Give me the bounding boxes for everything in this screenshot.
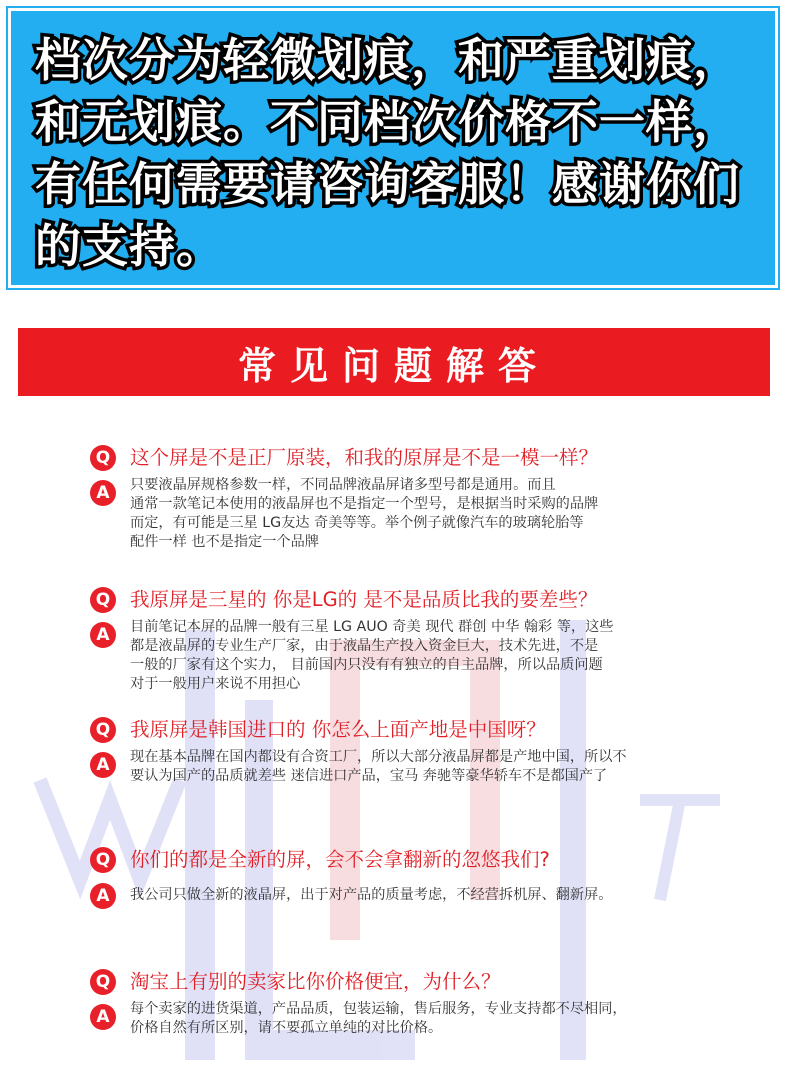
question-badge: Q	[90, 847, 116, 873]
notice-line-1: 档次分为轻微划痕，和严重划痕，	[35, 33, 740, 87]
faq-header	[18, 328, 770, 396]
faq-item-2	[90, 586, 780, 694]
answer-badge: A	[90, 1004, 116, 1030]
answer-row	[90, 1000, 780, 1038]
answer-row	[90, 618, 780, 694]
answer-line: 每个卖家的进货渠道，产品品质，包装运输，售后服务，专业支持都不尽相同，	[130, 1001, 627, 1017]
answer-line: 一般的厂家有这个实力， 目前国内只没有有独立的自主品牌，所以品质问题	[130, 657, 603, 673]
question-badge: Q	[90, 969, 116, 995]
answer-line: 对于一般用户来说不用担心	[130, 676, 301, 692]
question-text: 这个屏是不是正厂原装，和我的原屏是不是一模一样？	[130, 446, 599, 469]
answer-line: 现在基本品牌在国内都设有合资工厂，所以大部分液晶屏都是产地中国，所以不	[130, 749, 627, 765]
notice-line-4: 的支持。	[35, 219, 223, 273]
notice-banner	[0, 0, 790, 300]
answer-line: 价格自然有所区别，请不要孤立单纯的对比价格。	[130, 1020, 443, 1036]
answer-line: 通常一款笔记本使用的液晶屏也不是指定一个型号，是根据当时采购的品牌	[130, 496, 599, 512]
answer-line: 而定，有可能是三星 LG友达 奇美等等。举个例子就像汽车的玻璃轮胎等	[130, 515, 584, 531]
faq-item-5	[90, 968, 780, 1038]
question-row	[90, 586, 780, 618]
question-text: 我原屏是三星的 你是LG的 是不是品质比我的要差些？	[130, 588, 598, 611]
answer-line: 目前笔记本屏的品牌一般有三星 LG AUO 奇美 现代 群创 中华 翰彩 等，这些	[130, 619, 614, 635]
answer-badge: A	[90, 752, 116, 778]
answer-line: 配件一样 也不是指定一个品牌	[130, 534, 319, 550]
notice-line-2: 和无划痕。不同档次价格不一样，	[35, 95, 740, 149]
notice-line-3: 有任何需要请咨询客服！感谢你们	[35, 157, 740, 211]
faq-item-3	[90, 716, 780, 786]
faq-item-4	[90, 846, 780, 905]
question-row	[90, 444, 780, 476]
notice-box	[8, 8, 778, 288]
answer-row	[90, 886, 780, 905]
answer-badge: A	[90, 622, 116, 648]
answer-badge: A	[90, 480, 116, 506]
answer-line: 要认为国产的品质就差些 迷信进口产品，宝马 奔驰等豪华轿车不是都国产了	[130, 768, 608, 784]
answer-badge: A	[90, 883, 116, 909]
question-badge: Q	[90, 717, 116, 743]
answer-line: 都是液晶屏的专业生产厂家，由于液晶生产投入资金巨大，技术先进，不是	[130, 638, 599, 654]
question-badge: Q	[90, 587, 116, 613]
answer-row	[90, 476, 780, 552]
question-row	[90, 716, 780, 748]
question-row	[90, 846, 780, 886]
question-text: 我原屏是韩国进口的 你怎么上面产地是中国呀？	[130, 718, 546, 741]
question-text: 你们的都是全新的屏，会不会拿翻新的忽悠我们?	[130, 848, 550, 871]
question-badge: Q	[90, 445, 116, 471]
faq-item-1	[90, 444, 780, 552]
question-text: 淘宝上有别的卖家比你价格便宜，为什么？	[130, 970, 501, 993]
answer-row	[90, 748, 780, 786]
faq-header-title: 常见问题解答	[237, 343, 550, 388]
question-row	[90, 968, 780, 1000]
answer-line: 只要液晶屏规格参数一样，不同品牌液晶屏诸多型号都是通用。而且	[130, 477, 556, 493]
answer-line: 我公司只做全新的液晶屏，出于对产品的质量考虑，不经营拆机屏、翻新屏。	[130, 887, 613, 903]
